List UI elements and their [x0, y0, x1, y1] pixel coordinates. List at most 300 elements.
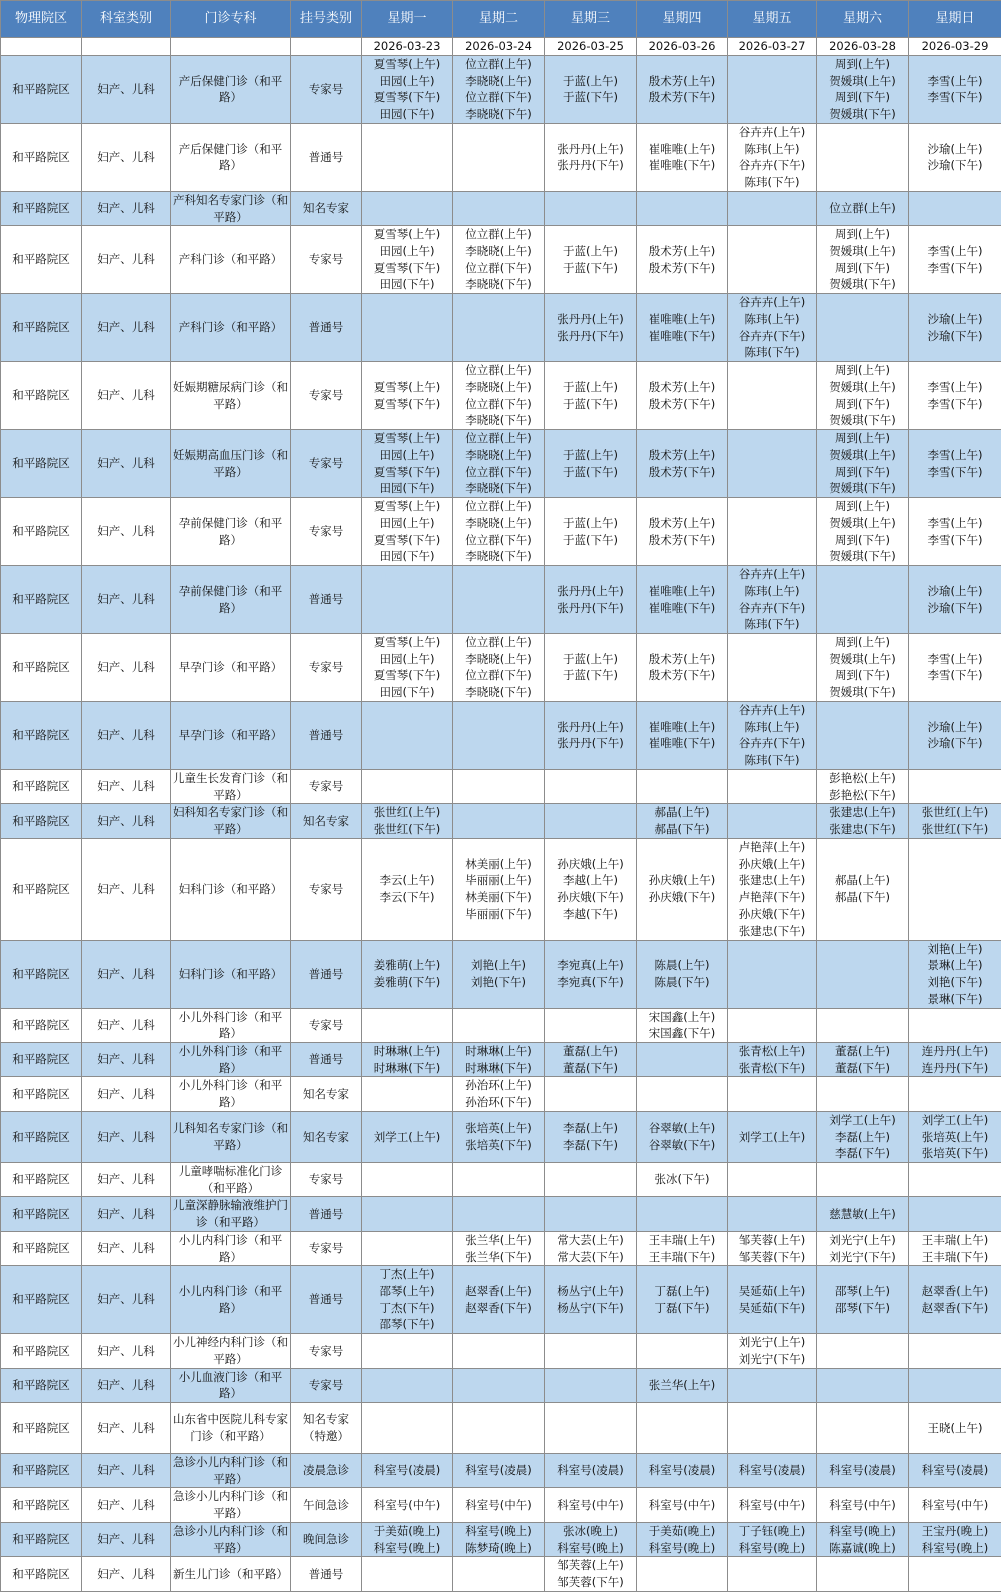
thursday-cell	[637, 634, 728, 702]
doctor-slot: 赵翠香(上午)	[455, 1283, 542, 1300]
friday-cell	[728, 1488, 817, 1522]
dept-category-cell: 妇产、儿科	[82, 804, 171, 838]
tuesday-cell	[453, 1043, 545, 1077]
sunday-cell	[909, 838, 1001, 940]
saturday-cell	[817, 838, 909, 940]
doctor-slot: 于蓝(下午)	[547, 89, 634, 106]
wednesday-cell	[545, 1266, 637, 1334]
saturday-cell	[817, 1266, 909, 1334]
friday-cell	[728, 769, 817, 803]
doctor-slot: 于蓝(上午)	[547, 651, 634, 668]
dept-category-cell: 妇产、儿科	[82, 1266, 171, 1334]
table-row	[1, 1266, 1001, 1334]
dept-category-cell: 妇产、儿科	[82, 1008, 171, 1042]
col-header-clinic: 门诊专科	[171, 1, 291, 38]
doctor-slot: 孙庆娥(下午)	[730, 906, 814, 923]
tuesday-cell	[453, 804, 545, 838]
monday-cell	[362, 940, 453, 1008]
campus-cell: 和平路院区	[1, 1162, 82, 1196]
col-header-registration-type: 挂号类别	[291, 1, 362, 38]
friday-cell	[728, 1403, 817, 1454]
doctor-slot: 李雪(下午)	[911, 532, 999, 549]
registration-type-cell: 专家号	[291, 1334, 362, 1368]
wednesday-cell	[545, 634, 637, 702]
doctor-slot: 位立群(下午)	[455, 464, 542, 481]
doctor-slot: 殷术芳(下午)	[639, 260, 725, 277]
date-cell	[291, 38, 362, 56]
doctor-slot: 谷卉卉(下午)	[730, 328, 814, 345]
monday-cell	[362, 498, 453, 566]
doctor-slot: 孙庆娥(上午)	[547, 856, 634, 873]
clinic-cell: 小儿神经内科门诊（和平路）	[171, 1334, 291, 1368]
date-cell	[82, 38, 171, 56]
doctor-slot: 景琳(下午)	[911, 991, 999, 1008]
clinic-cell: 新生儿门诊（和平路）	[171, 1557, 291, 1591]
doctor-slot: 田园(下午)	[364, 548, 450, 565]
doctor-slot: 于蓝(下午)	[547, 667, 634, 684]
doctor-slot: 夏雪琴(下午)	[364, 89, 450, 106]
doctor-slot: 位立群(下午)	[455, 89, 542, 106]
doctor-slot: 李云(上午)	[364, 872, 450, 889]
doctor-slot: 时琳琳(下午)	[455, 1060, 542, 1077]
doctor-slot: 刘学工(上午)	[364, 1129, 450, 1146]
doctor-slot: 殷术芳(上午)	[639, 651, 725, 668]
thursday-cell	[637, 1454, 728, 1488]
doctor-slot: 李雪(下午)	[911, 89, 999, 106]
doctor-slot: 周到(上午)	[819, 56, 906, 73]
registration-type-cell: 专家号	[291, 226, 362, 294]
campus-cell: 和平路院区	[1, 1043, 82, 1077]
wednesday-cell	[545, 1197, 637, 1231]
dept-category-cell: 妇产、儿科	[82, 838, 171, 940]
friday-cell	[728, 362, 817, 430]
doctor-slot: 夏雪琴(上午)	[364, 634, 450, 651]
doctor-slot: 田园(上午)	[364, 243, 450, 260]
clinic-cell: 产后保健门诊（和平路）	[171, 123, 291, 191]
monday-cell	[362, 191, 453, 225]
doctor-slot: 陈晨(上午)	[639, 957, 725, 974]
doctor-slot: 科室号(晚上)	[730, 1540, 814, 1557]
doctor-slot: 李雪(上午)	[911, 379, 999, 396]
saturday-cell	[817, 191, 909, 225]
friday-cell	[728, 940, 817, 1008]
registration-type-cell: 专家号	[291, 838, 362, 940]
clinic-cell: 儿童深静脉输液维护门诊（和平路）	[171, 1197, 291, 1231]
doctor-slot: 殷术芳(上午)	[639, 379, 725, 396]
doctor-slot: 张青松(上午)	[730, 1043, 814, 1060]
doctor-slot: 沙瑜(下午)	[911, 328, 999, 345]
monday-cell	[362, 56, 453, 124]
registration-type-cell: 普通号	[291, 1197, 362, 1231]
saturday-cell	[817, 1454, 909, 1488]
sunday-cell	[909, 1111, 1001, 1162]
doctor-slot: 崔唯唯(上午)	[639, 583, 725, 600]
campus-cell: 和平路院区	[1, 701, 82, 769]
clinic-cell: 孕前保健门诊（和平路）	[171, 498, 291, 566]
dept-category-cell: 妇产、儿科	[82, 1557, 171, 1591]
dept-category-cell: 妇产、儿科	[82, 430, 171, 498]
campus-cell: 和平路院区	[1, 123, 82, 191]
campus-cell: 和平路院区	[1, 634, 82, 702]
friday-cell	[728, 1557, 817, 1591]
doctor-slot: 时琳琳(上午)	[455, 1043, 542, 1060]
sunday-cell	[909, 430, 1001, 498]
clinic-cell: 小儿血液门诊（和平路）	[171, 1368, 291, 1402]
doctor-slot: 夏雪琴(下午)	[364, 260, 450, 277]
doctor-slot: 田园(上午)	[364, 651, 450, 668]
registration-type-cell: 专家号	[291, 1368, 362, 1402]
wednesday-cell	[545, 1454, 637, 1488]
tuesday-cell	[453, 838, 545, 940]
doctor-slot: 李雪(下午)	[911, 667, 999, 684]
doctor-slot: 科室号(晚上)	[364, 1540, 450, 1557]
wednesday-cell	[545, 1488, 637, 1522]
tuesday-cell	[453, 191, 545, 225]
doctor-slot: 张丹丹(上午)	[547, 311, 634, 328]
dept-category-cell: 妇产、儿科	[82, 701, 171, 769]
doctor-slot: 夏雪琴(上午)	[364, 226, 450, 243]
doctor-slot: 夏雪琴(上午)	[364, 379, 450, 396]
doctor-slot: 孙治环(下午)	[455, 1094, 542, 1111]
doctor-slot: 张丹丹(上午)	[547, 141, 634, 158]
thursday-cell	[637, 1162, 728, 1196]
doctor-slot: 于蓝(上午)	[547, 73, 634, 90]
tuesday-cell	[453, 1162, 545, 1196]
doctor-slot: 邹芙蓉(上午)	[730, 1232, 814, 1249]
tuesday-cell	[453, 123, 545, 191]
saturday-cell	[817, 1522, 909, 1556]
campus-cell: 和平路院区	[1, 1111, 82, 1162]
doctor-slot: 王宝丹(晚上)	[911, 1523, 999, 1540]
doctor-slot: 赵翠香(下午)	[455, 1300, 542, 1317]
dept-category-cell: 妇产、儿科	[82, 1488, 171, 1522]
tuesday-cell	[453, 1368, 545, 1402]
doctor-slot: 贺媛琪(下午)	[819, 684, 906, 701]
saturday-cell	[817, 1111, 909, 1162]
doctor-slot: 李雪(上午)	[911, 447, 999, 464]
doctor-slot: 沙瑜(上午)	[911, 583, 999, 600]
thursday-cell	[637, 56, 728, 124]
dept-category-cell: 妇产、儿科	[82, 362, 171, 430]
doctor-slot: 孙庆娥(下午)	[639, 889, 725, 906]
doctor-slot: 刘学工(上午)	[819, 1112, 906, 1129]
doctor-slot: 李云(下午)	[364, 889, 450, 906]
doctor-slot: 刘学工(上午)	[730, 1129, 814, 1146]
doctor-slot: 李晓晓(下午)	[455, 480, 542, 497]
clinic-cell: 产科门诊（和平路）	[171, 226, 291, 294]
doctor-slot: 卢艳萍(上午)	[730, 839, 814, 856]
doctor-slot: 科室号(晚上)	[547, 1540, 634, 1557]
doctor-slot: 崔唯唯(上午)	[639, 719, 725, 736]
col-header-monday: 星期一	[362, 1, 453, 38]
doctor-slot: 沙瑜(上午)	[911, 719, 999, 736]
doctor-slot: 殷术芳(上午)	[639, 73, 725, 90]
date-cell-tuesday: 2026-03-24	[453, 38, 545, 56]
doctor-slot: 周到(下午)	[819, 667, 906, 684]
registration-type-cell: 知名专家	[291, 1077, 362, 1111]
doctor-slot: 位立群(下午)	[455, 532, 542, 549]
table-row	[1, 1077, 1001, 1111]
dept-category-cell: 妇产、儿科	[82, 1368, 171, 1402]
friday-cell	[728, 498, 817, 566]
doctor-slot: 张培英(上午)	[455, 1120, 542, 1137]
saturday-cell	[817, 804, 909, 838]
friday-cell	[728, 838, 817, 940]
saturday-cell	[817, 294, 909, 362]
thursday-cell	[637, 1368, 728, 1402]
saturday-cell	[817, 123, 909, 191]
doctor-slot: 谷卉卉(上午)	[730, 124, 814, 141]
doctor-slot: 时琳琳(上午)	[364, 1043, 450, 1060]
clinic-cell: 小儿外科门诊（和平路）	[171, 1008, 291, 1042]
friday-cell	[728, 634, 817, 702]
doctor-slot: 贺媛琪(上午)	[819, 243, 906, 260]
clinic-cell: 妊娠期高血压门诊（和平路）	[171, 430, 291, 498]
doctor-slot: 贺媛琪(上午)	[819, 651, 906, 668]
doctor-slot: 慈慧敏(上午)	[819, 1206, 906, 1223]
doctor-slot: 李磊(下午)	[819, 1145, 906, 1162]
monday-cell	[362, 1488, 453, 1522]
thursday-cell	[637, 430, 728, 498]
campus-cell: 和平路院区	[1, 769, 82, 803]
date-cell-monday: 2026-03-23	[362, 38, 453, 56]
thursday-cell	[637, 1111, 728, 1162]
doctor-slot: 科室号(晚上)	[455, 1523, 542, 1540]
doctor-slot: 张世红(上午)	[364, 804, 450, 821]
col-header-wednesday: 星期三	[545, 1, 637, 38]
date-row	[1, 38, 1001, 56]
doctor-slot: 于蓝(下午)	[547, 464, 634, 481]
date-cell	[171, 38, 291, 56]
registration-type-cell: 专家号	[291, 56, 362, 124]
clinic-cell: 产后保健门诊（和平路）	[171, 56, 291, 124]
friday-cell	[728, 1454, 817, 1488]
doctor-slot: 常大芸(上午)	[547, 1232, 634, 1249]
wednesday-cell	[545, 226, 637, 294]
sunday-cell	[909, 56, 1001, 124]
doctor-slot: 于蓝(上午)	[547, 379, 634, 396]
wednesday-cell	[545, 1231, 637, 1265]
monday-cell	[362, 1266, 453, 1334]
table-row	[1, 566, 1001, 634]
doctor-slot: 董磊(上午)	[547, 1043, 634, 1060]
wednesday-cell	[545, 1522, 637, 1556]
doctor-slot: 李晓晓(上午)	[455, 447, 542, 464]
saturday-cell	[817, 1334, 909, 1368]
doctor-slot: 科室号(凌晨)	[819, 1462, 906, 1479]
doctor-slot: 丁子钰(晚上)	[730, 1523, 814, 1540]
table-row	[1, 1043, 1001, 1077]
col-header-dept-category: 科室类别	[82, 1, 171, 38]
doctor-slot: 陈玮(上午)	[730, 719, 814, 736]
doctor-slot: 李雪(下午)	[911, 396, 999, 413]
friday-cell	[728, 1043, 817, 1077]
registration-type-cell: 专家号	[291, 1231, 362, 1265]
wednesday-cell	[545, 701, 637, 769]
registration-type-cell: 午间急诊	[291, 1488, 362, 1522]
doctor-slot: 位立群(下午)	[455, 667, 542, 684]
doctor-slot: 张培英(上午)	[911, 1129, 999, 1146]
table-row	[1, 498, 1001, 566]
wednesday-cell	[545, 838, 637, 940]
doctor-slot: 宋国鑫(下午)	[639, 1025, 725, 1042]
doctor-slot: 张丹丹(上午)	[547, 583, 634, 600]
doctor-slot: 董磊(下午)	[819, 1060, 906, 1077]
doctor-slot: 位立群(上午)	[819, 200, 906, 217]
monday-cell	[362, 430, 453, 498]
doctor-slot: 董磊(上午)	[819, 1043, 906, 1060]
doctor-slot: 张世红(下午)	[364, 821, 450, 838]
tuesday-cell	[453, 498, 545, 566]
doctor-slot: 张冰(下午)	[639, 1171, 725, 1188]
friday-cell	[728, 1197, 817, 1231]
doctor-slot: 谷卉卉(下午)	[730, 600, 814, 617]
col-header-thursday: 星期四	[637, 1, 728, 38]
doctor-slot: 陈晨(下午)	[639, 974, 725, 991]
sunday-cell	[909, 1454, 1001, 1488]
thursday-cell	[637, 701, 728, 769]
saturday-cell	[817, 1162, 909, 1196]
tuesday-cell	[453, 1008, 545, 1042]
table-row	[1, 123, 1001, 191]
saturday-cell	[817, 634, 909, 702]
doctor-slot: 崔唯唯(下午)	[639, 328, 725, 345]
doctor-slot: 陈嘉诚(晚上)	[819, 1540, 906, 1557]
doctor-slot: 周到(上午)	[819, 362, 906, 379]
doctor-slot: 沙瑜(上午)	[911, 141, 999, 158]
friday-cell	[728, 123, 817, 191]
doctor-slot: 李晓晓(上午)	[455, 243, 542, 260]
wednesday-cell	[545, 362, 637, 430]
doctor-slot: 李雪(上午)	[911, 515, 999, 532]
doctor-slot: 郝晶(下午)	[639, 821, 725, 838]
dept-category-cell: 妇产、儿科	[82, 1162, 171, 1196]
doctor-slot: 科室号(晚上)	[911, 1540, 999, 1557]
clinic-cell: 急诊小儿内科门诊（和平路）	[171, 1454, 291, 1488]
campus-cell: 和平路院区	[1, 804, 82, 838]
doctor-slot: 张建忠(上午)	[819, 804, 906, 821]
doctor-slot: 周到(下午)	[819, 89, 906, 106]
monday-cell	[362, 1403, 453, 1454]
thursday-cell	[637, 1077, 728, 1111]
table-row	[1, 1197, 1001, 1231]
dept-category-cell: 妇产、儿科	[82, 1454, 171, 1488]
doctor-slot: 周到(上午)	[819, 226, 906, 243]
registration-type-cell: 专家号	[291, 430, 362, 498]
doctor-slot: 科室号(中午)	[911, 1497, 999, 1514]
doctor-slot: 彭艳松(下午)	[819, 787, 906, 804]
doctor-slot: 李越(上午)	[547, 872, 634, 889]
saturday-cell	[817, 1008, 909, 1042]
friday-cell	[728, 56, 817, 124]
doctor-slot: 丁杰(下午)	[364, 1300, 450, 1317]
saturday-cell	[817, 1077, 909, 1111]
clinic-cell: 儿童生长发育门诊（和平路）	[171, 769, 291, 803]
thursday-cell	[637, 1522, 728, 1556]
doctor-slot: 科室号(凌晨)	[730, 1462, 814, 1479]
registration-type-cell: 专家号	[291, 1162, 362, 1196]
doctor-slot: 贺媛琪(上午)	[819, 379, 906, 396]
doctor-slot: 刘艳(上午)	[911, 941, 999, 958]
tuesday-cell	[453, 940, 545, 1008]
doctor-slot: 刘光宁(下午)	[819, 1249, 906, 1266]
doctor-slot: 田园(下午)	[364, 480, 450, 497]
doctor-slot: 崔唯唯(下午)	[639, 157, 725, 174]
friday-cell	[728, 430, 817, 498]
doctor-slot: 贺媛琪(上午)	[819, 447, 906, 464]
doctor-slot: 杨丛宁(下午)	[547, 1300, 634, 1317]
table-row	[1, 1522, 1001, 1556]
doctor-slot: 张建忠(下午)	[819, 821, 906, 838]
doctor-slot: 贺媛琪(下午)	[819, 548, 906, 565]
sunday-cell	[909, 634, 1001, 702]
doctor-slot: 张世红(上午)	[911, 804, 999, 821]
doctor-slot: 殷术芳(下午)	[639, 464, 725, 481]
wednesday-cell	[545, 1368, 637, 1402]
doctor-slot: 周到(下午)	[819, 396, 906, 413]
sunday-cell	[909, 1077, 1001, 1111]
wednesday-cell	[545, 1077, 637, 1111]
tuesday-cell	[453, 362, 545, 430]
table-row	[1, 838, 1001, 940]
tuesday-cell	[453, 701, 545, 769]
monday-cell	[362, 226, 453, 294]
dept-category-cell: 妇产、儿科	[82, 1043, 171, 1077]
doctor-slot: 邵琴(上午)	[364, 1283, 450, 1300]
doctor-slot: 刘艳(下午)	[455, 974, 542, 991]
doctor-slot: 王丰瑞(上午)	[911, 1232, 999, 1249]
thursday-cell	[637, 1488, 728, 1522]
dept-category-cell: 妇产、儿科	[82, 634, 171, 702]
doctor-slot: 位立群(上午)	[455, 430, 542, 447]
doctor-slot: 宋国鑫(上午)	[639, 1009, 725, 1026]
doctor-slot: 张丹丹(下午)	[547, 600, 634, 617]
sunday-cell	[909, 1522, 1001, 1556]
doctor-slot: 王丰瑞(下午)	[639, 1249, 725, 1266]
campus-cell: 和平路院区	[1, 430, 82, 498]
doctor-slot: 周到(下午)	[819, 532, 906, 549]
saturday-cell	[817, 362, 909, 430]
dept-category-cell: 妇产、儿科	[82, 294, 171, 362]
sunday-cell	[909, 1403, 1001, 1454]
doctor-slot: 李晓晓(下午)	[455, 684, 542, 701]
doctor-slot: 孙庆娥(下午)	[547, 889, 634, 906]
sunday-cell	[909, 1008, 1001, 1042]
registration-type-cell: 普通号	[291, 1043, 362, 1077]
registration-type-cell: 专家号	[291, 769, 362, 803]
thursday-cell	[637, 1403, 728, 1454]
friday-cell	[728, 1111, 817, 1162]
tuesday-cell	[453, 1197, 545, 1231]
registration-type-cell: 普通号	[291, 701, 362, 769]
doctor-slot: 夏雪琴(下午)	[364, 667, 450, 684]
sunday-cell	[909, 1043, 1001, 1077]
clinic-cell: 山东省中医院儿科专家门诊（和平路）	[171, 1403, 291, 1454]
doctor-slot: 张青松(下午)	[730, 1060, 814, 1077]
doctor-slot: 张兰华(上午)	[455, 1232, 542, 1249]
sunday-cell	[909, 701, 1001, 769]
doctor-slot: 邵琴(下午)	[819, 1300, 906, 1317]
clinic-cell: 急诊小儿内科门诊（和平路）	[171, 1488, 291, 1522]
monday-cell	[362, 804, 453, 838]
doctor-slot: 董磊(下午)	[547, 1060, 634, 1077]
campus-cell: 和平路院区	[1, 56, 82, 124]
wednesday-cell	[545, 1334, 637, 1368]
clinic-cell: 孕前保健门诊（和平路）	[171, 566, 291, 634]
dept-category-cell: 妇产、儿科	[82, 191, 171, 225]
sunday-cell	[909, 1557, 1001, 1591]
clinic-cell: 妊娠期糖尿病门诊（和平路）	[171, 362, 291, 430]
